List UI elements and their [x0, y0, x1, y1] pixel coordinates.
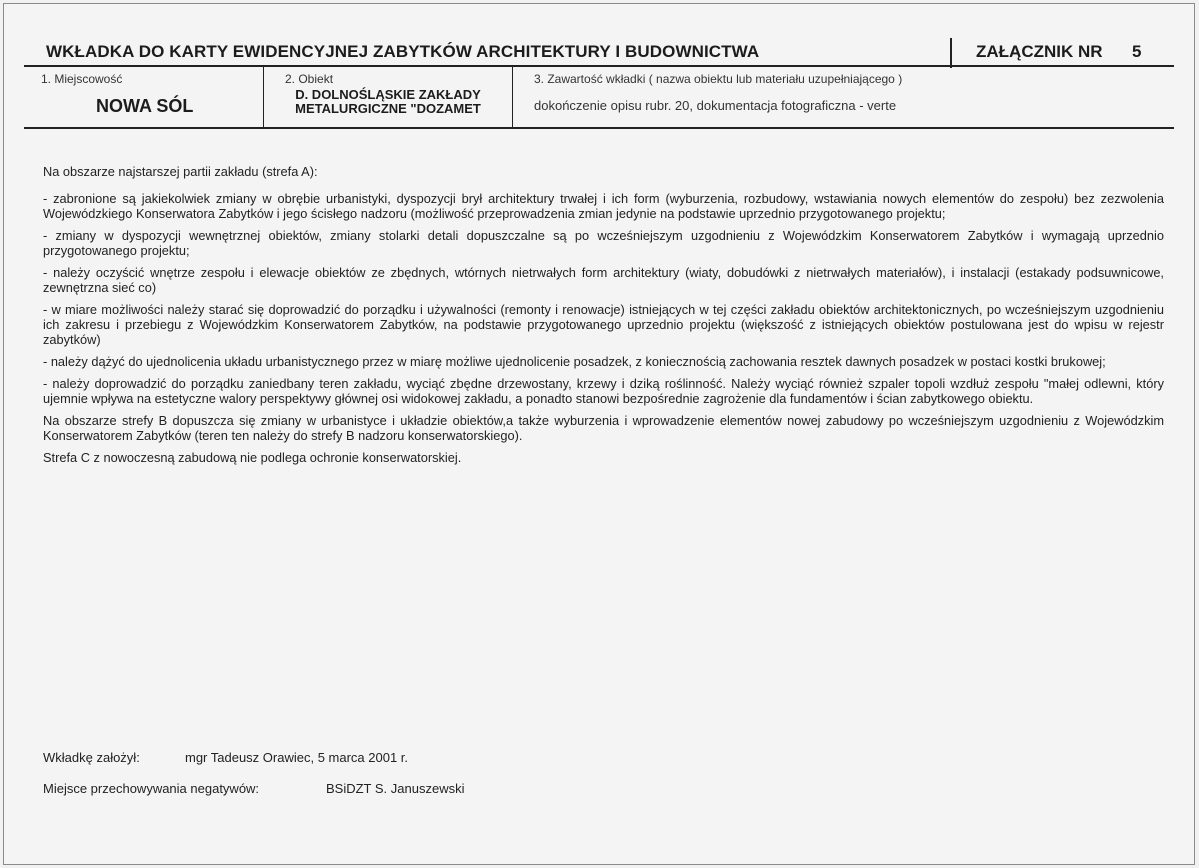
negatives-value: BSiDZT S. Januszewski [326, 781, 465, 796]
content-label: 3. Zawartość wkładki ( nazwa obiektu lub materiału uzupełniającego ) [534, 72, 903, 86]
attachment-number: 5 [1132, 42, 1142, 61]
attachment-label: ZAŁĄCZNIK NR [976, 42, 1103, 61]
created-by-label: Wkładkę założył: [43, 750, 140, 765]
document-title: WKŁADKA DO KARTY EWIDENCYJNEJ ZABYTKÓW ARCHITEKTURY I BUDOWNICTWA [46, 42, 760, 61]
zone-a-item: - należy doprowadzić do porządku zaniedbany teren zakładu, wyciąć zbędne drzewostany, krzewy i dziką roślinność. Należy wyciąć również szpaler topoli wzdłuż zespołu "małej odlewni, który ujemnie wpływa na estetyczne walory perspektywy głównej osi widokowej zakładu, a ponadto stanowi bezpośrednie zagrożenie dla fundamentów i ścian zabytkowego obiektu. [43, 376, 1164, 406]
document-body [43, 164, 1164, 472]
negatives-label: Miejsce przechowywania negatywów: [43, 781, 260, 796]
content-value: dokończenie opisu rubr. 20, dokumentacja fotograficzna - verte [534, 98, 897, 113]
object-value-line-1: D. DOLNOŚLĄSKIE ZAKŁADY [295, 87, 481, 102]
zone-a-item: - zmiany w dyspozycji wewnętrznej obiektów, zmiany stolarki detali dopuszczalne są po wcześniejszym uzgodnieniu z Wojewódzkim Konserwatorem Zabytków i wymagają uprzednio przygotowanego projektu; [43, 228, 1164, 258]
field-divider-1 [263, 66, 264, 128]
zone-a-item: - należy oczyścić wnętrze zespołu i elewacje obiektów ze zbędnych, wtórnych nietrwałych form architektury (wiaty, dobudówki z nietrwałych materiałów), i instalacji (estakady podsuwnicowe, zewnętrzna sieć co) [43, 265, 1164, 295]
locality-label: 1. Miejscowość [41, 72, 123, 86]
created-by-value: mgr Tadeusz Orawiec, 5 marca 2001 r. [185, 750, 409, 765]
zone-c-paragraph: Strefa C z nowoczesną zabudową nie podlega ochronie konserwatorskiej. [43, 450, 462, 465]
field-divider-2 [512, 66, 513, 128]
zone-a-item: - zabronione są jakiekolwiek zmiany w obrębie urbanistyki, dyspozycji brył architektury trwałej i ich form (wyburzenia, rozbudowy, wstawiania nowych elementów do zespołu) bez zezwolenia Wojewódzkiego Konserwatora Zabytków i jego ścisłego nadzoru (możliwość przeprowadzenia zmian jedynie na podstawie uprzednio przygotowanego projektu; [43, 191, 1164, 221]
header-row [24, 38, 1174, 66]
object-value [266, 88, 510, 116]
object-value-line-2: METALURGICZNE "DOZAMET [295, 101, 481, 116]
document-page [3, 3, 1195, 865]
header-rule-top [24, 65, 1174, 67]
zone-a-item: - w miare możliwości należy starać się doprowadzić do porządku i używalności (remonty i renowacje) istniejących w tej części zakładu obiektów architektonicznych, po wcześniejszym uzgodnieniu ich zakresu i przebiegu z Wojewódzkim Konserwatorem Zabytków, na podstawie przygotowanego uprzednio projektu (większość z istniejących obiektów postulowana jest do wpisu w rejestr zabytków) [43, 302, 1164, 347]
zone-a-intro: Na obszarze najstarszej partii zakładu (strefa A): [43, 164, 318, 179]
header-rule-bottom [24, 127, 1174, 129]
header-separator [950, 38, 952, 68]
locality-value: NOWA SÓL [96, 96, 194, 116]
created-by-row [43, 750, 743, 768]
zone-b-paragraph: Na obszarze strefy B dopuszcza się zmiany w urbanistyce i układzie obiektów,a także wyburzenia i wprowadzenie elementów nowej zabudowy po wcześniejszym uzgodnieniu z Wojewódzkim Konserwatorem Zabytków (teren ten należy do strefy B nadzoru konserwatorskiego). [43, 413, 1164, 443]
zone-a-item: - należy dążyć do ujednolicenia układu urbanistycznego przez w miarę możliwe ujednolicenie posadzek, z koniecznością zachowania resztek dawnych posadzek w postaci kostki brukowej; [43, 354, 1106, 369]
negatives-row [43, 781, 743, 799]
object-label: 2. Obiekt [285, 72, 334, 86]
